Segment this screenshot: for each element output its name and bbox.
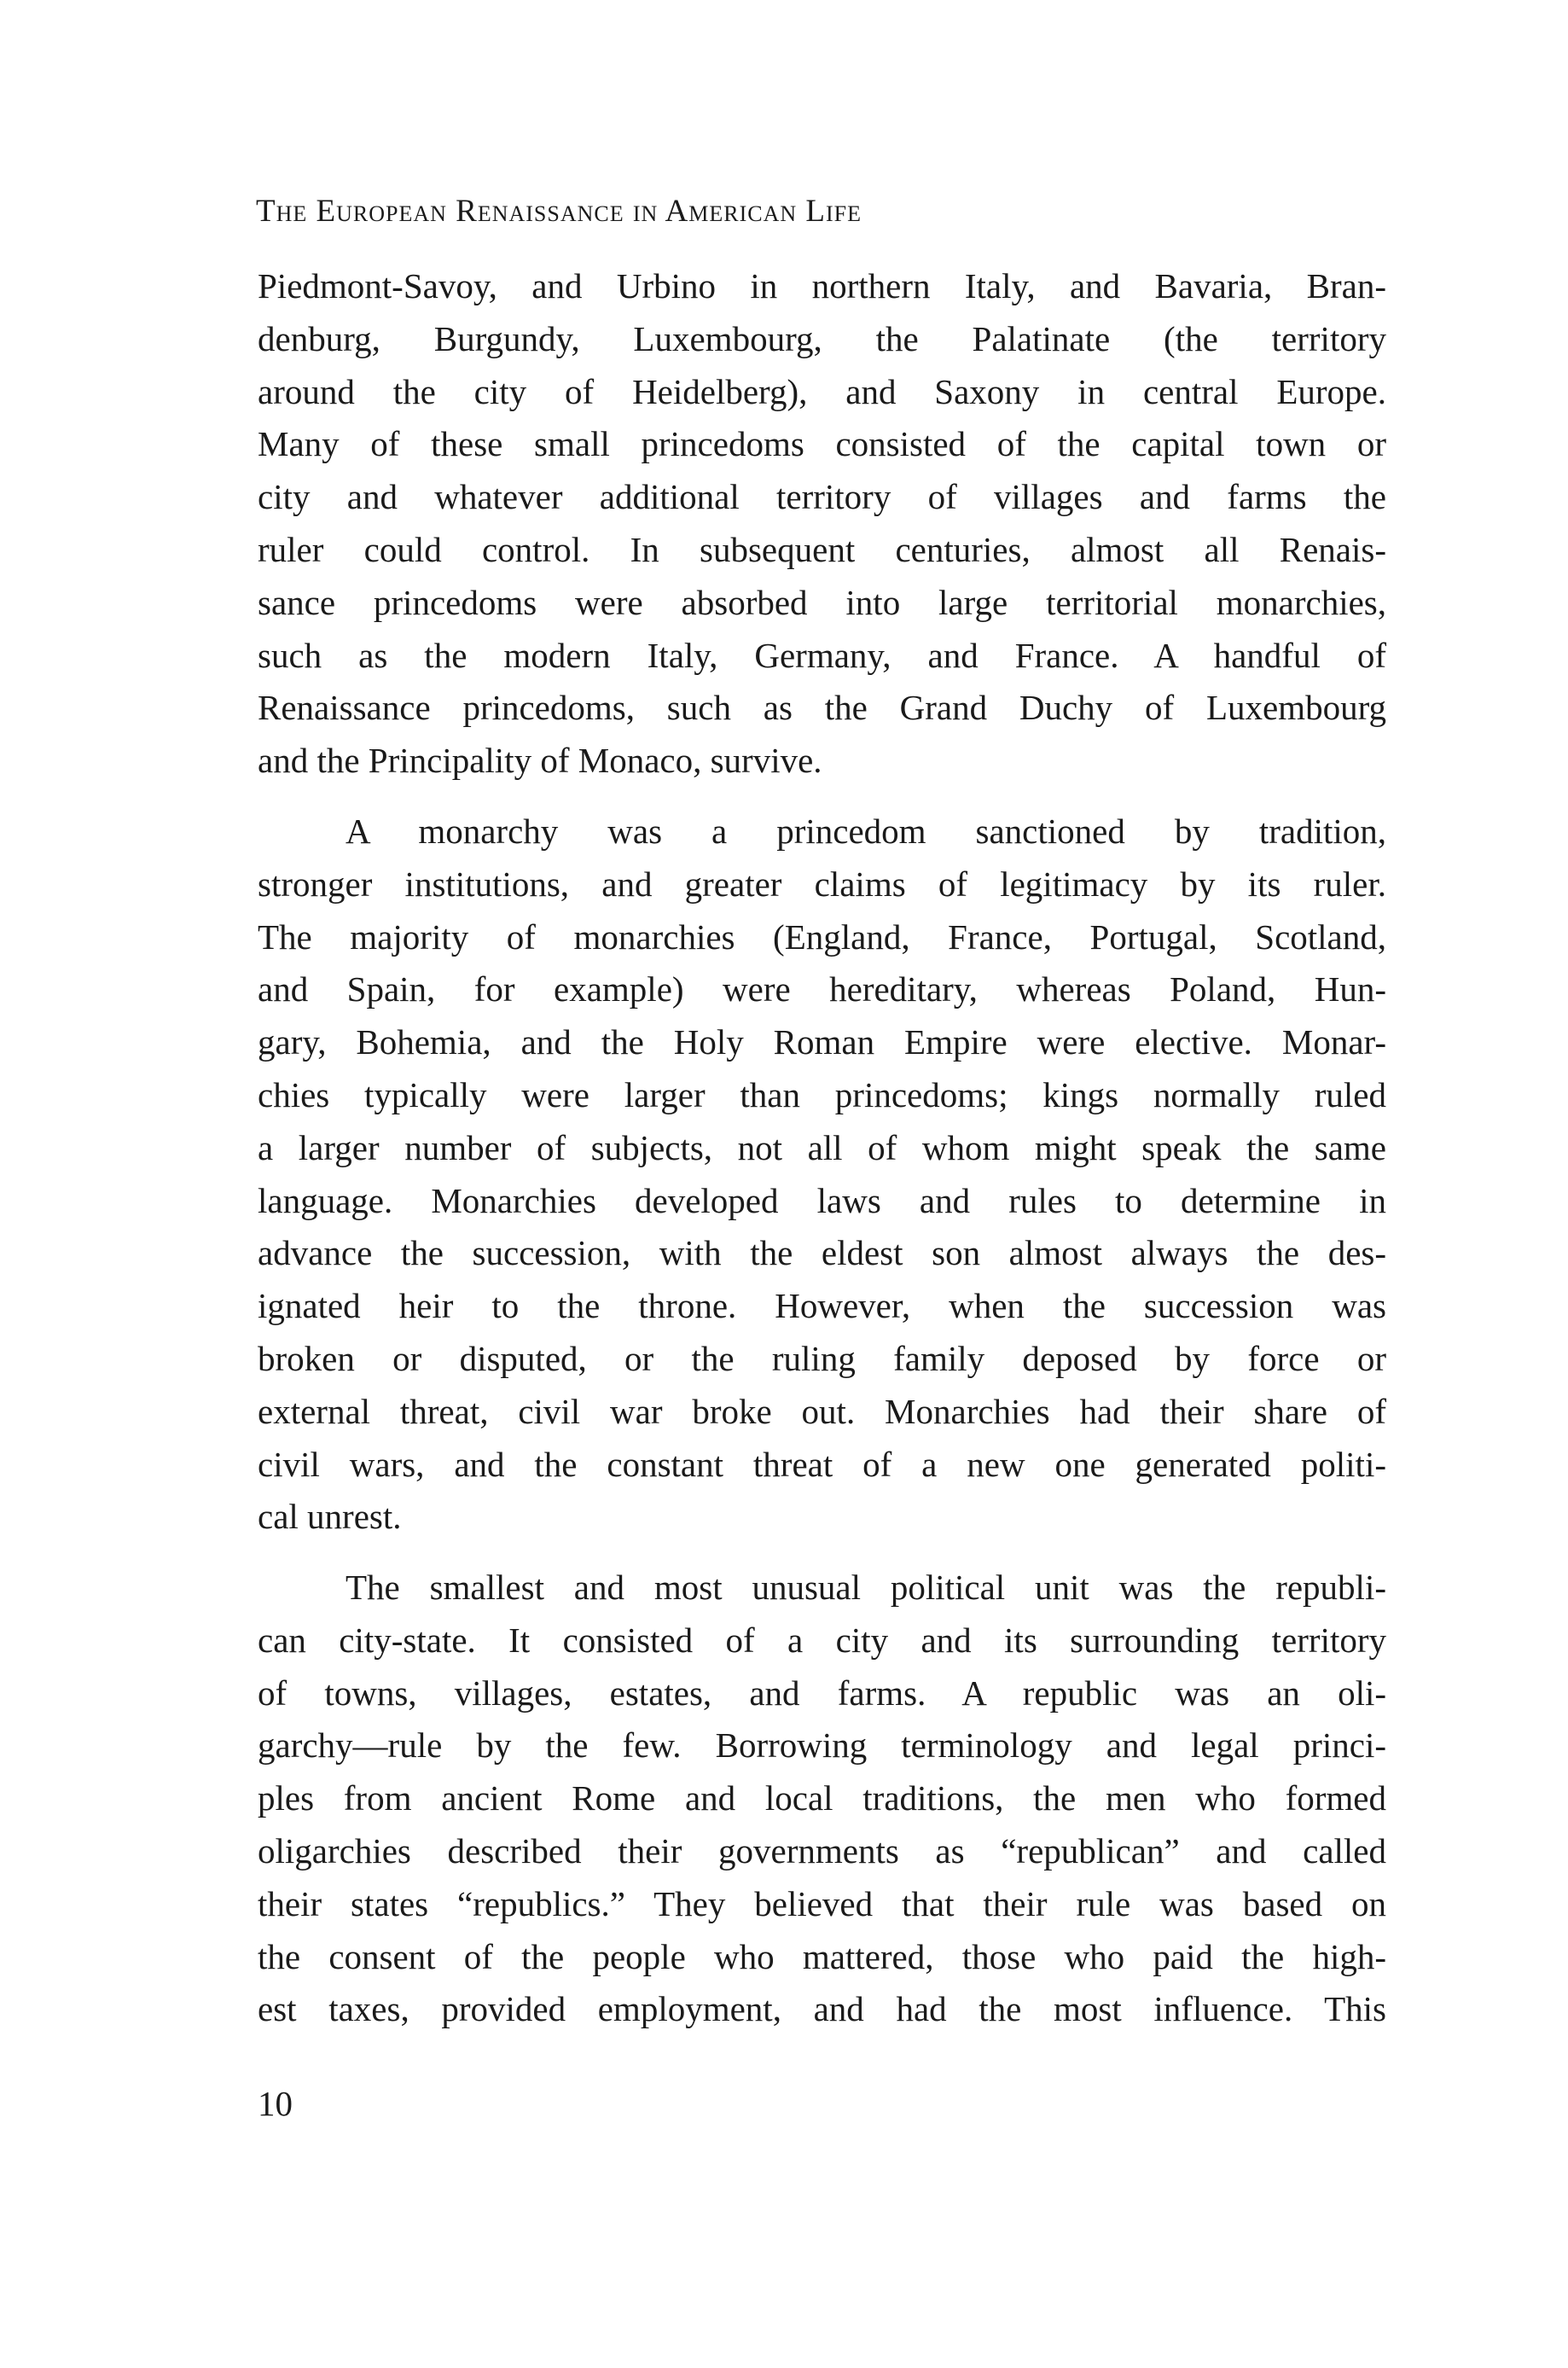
text-line: ples from ancient Rome and local traditions, the men who formed bbox=[258, 1778, 1386, 1818]
text-line: of towns, villages, estates, and farms. A republic was an oli- bbox=[258, 1673, 1386, 1713]
text-line: Many of these small princedoms consisted of the capital town or bbox=[258, 424, 1386, 464]
text-line: advance the succession, with the eldest son almost always the des- bbox=[258, 1233, 1386, 1273]
text-line: A monarchy was a princedom sanctioned by tradition, bbox=[346, 812, 1386, 851]
text-line: and Spain, for example) were hereditary, whereas Poland, Hun- bbox=[258, 969, 1386, 1009]
text-line: ruler could control. In subsequent centuries, almost all Renais- bbox=[258, 529, 1386, 569]
text-line: stronger institutions, and greater claims of legitimacy by its ruler. bbox=[258, 864, 1386, 904]
text-line: external threat, civil war broke out. Monarchies had their share of bbox=[258, 1391, 1386, 1431]
text-line: The majority of monarchies (England, France, Portugal, Scotland, bbox=[258, 916, 1386, 957]
text-line: ignated heir to the throne. However, when the succession was bbox=[258, 1286, 1386, 1326]
text-line: garchy—rule by the few. Borrowing terminology and legal princi- bbox=[258, 1725, 1386, 1766]
paragraph-3 bbox=[258, 1562, 1386, 2036]
text-line: gary, Bohemia, and the Holy Roman Empire were elective. Monar- bbox=[258, 1022, 1386, 1062]
text-line: Piedmont-Savoy, and Urbino in northern Italy, and Bavaria, Bran- bbox=[258, 266, 1386, 305]
page-number: 10 bbox=[258, 2084, 293, 2123]
text-line: The smallest and most unusual political unit was the republi- bbox=[346, 1568, 1386, 1607]
text-line: oligarchies described their governments as “republican” and called bbox=[258, 1830, 1386, 1871]
text-line: language. Monarchies developed laws and rules to determine in bbox=[258, 1180, 1386, 1220]
text-line: and the Principality of Monaco, survive. bbox=[258, 741, 822, 781]
text-line: cal unrest. bbox=[258, 1497, 402, 1537]
text-line: est taxes, provided employment, and had the most influence. This bbox=[258, 1989, 1386, 2029]
text-line: can city-state. It consisted of a city and its surrounding territory bbox=[258, 1620, 1386, 1660]
text-line: civil wars, and the constant threat of a new one generated politi- bbox=[258, 1444, 1386, 1484]
text-line: denburg, Burgundy, Luxembourg, the Palatinate (the territory bbox=[258, 318, 1386, 358]
text-line: broken or disputed, or the ruling family deposed by force or bbox=[258, 1338, 1386, 1378]
text-line: around the city of Heidelberg), and Saxony in central Europe. bbox=[258, 371, 1386, 411]
text-line: their states “republics.” They believed that their rule was based on bbox=[258, 1883, 1386, 1923]
text-line: a larger number of subjects, not all of whom might speak the same bbox=[258, 1127, 1386, 1167]
text-line: chies typically were larger than princedoms; kings normally ruled bbox=[258, 1074, 1386, 1114]
text-line: Renaissance princedoms, such as the Grand Duchy of Luxembourg bbox=[258, 688, 1386, 728]
text-line: the consent of the people who mattered, those who paid the high- bbox=[258, 1936, 1386, 1976]
paragraph-1 bbox=[258, 260, 1386, 788]
paragraph-2 bbox=[258, 806, 1386, 1544]
text-line: sance princedoms were absorbed into large territorial monarchies, bbox=[258, 582, 1386, 622]
text-line: city and whatever additional territory of villages and farms the bbox=[258, 477, 1386, 517]
text-line: such as the modern Italy, Germany, and France. A handful of bbox=[258, 635, 1386, 675]
running-head: The European Renaissance in American Life bbox=[256, 194, 862, 229]
